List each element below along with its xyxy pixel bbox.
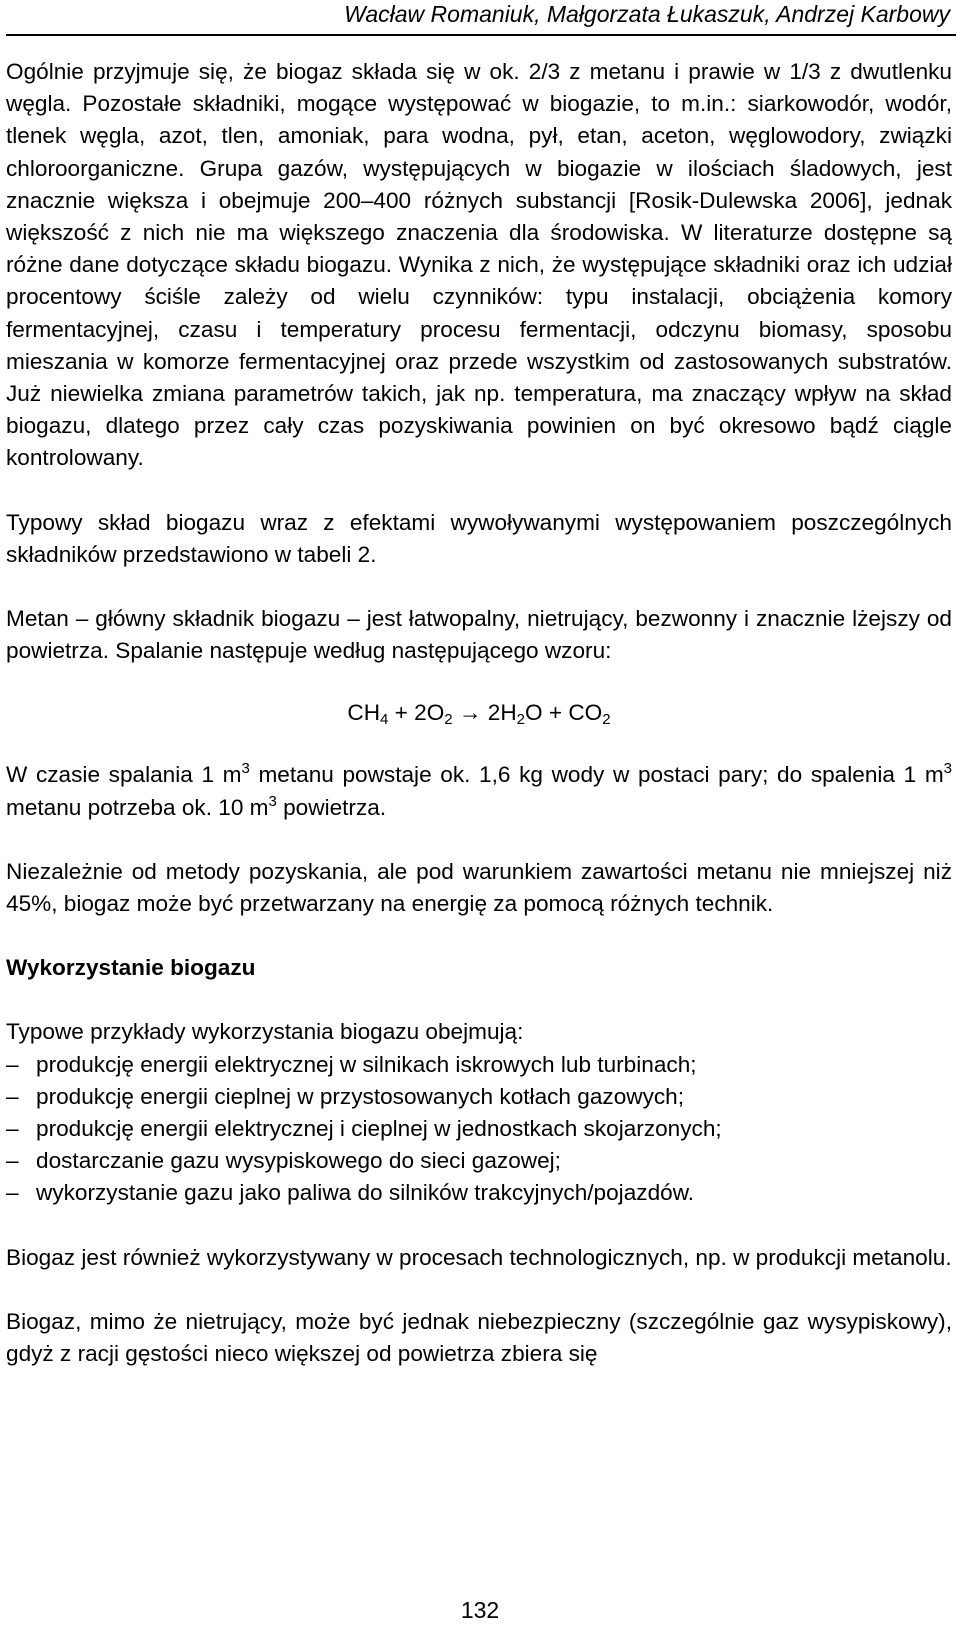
note-part-d: powietrza. — [276, 794, 387, 820]
note-part-a: W czasie spalania 1 m — [6, 762, 242, 788]
list-item-text: produkcję energii cieplnej w przystosowanych kotłach gazowych; — [36, 1083, 685, 1109]
paragraph-energy-conversion: Niezależnie od metody pozyskania, ale pod warunkiem zawartości metanu nie mniejszej niż 45%, biogaz może być przetwarzany na energię za pomocą różnych technik. — [6, 858, 952, 917]
section-intro: Typowe przykłady wykorzystania biogazu obejmują: — [6, 1019, 524, 1045]
header-rule — [6, 34, 956, 36]
formula-h: 2H — [487, 700, 517, 726]
note-part-c: metanu potrzeba ok. 10 m — [6, 794, 269, 820]
dash-bullet: – — [6, 1051, 19, 1077]
list-item-text: dostarczanie gazu wysypiskowego do sieci gazowej; — [36, 1148, 561, 1174]
list-item — [6, 1081, 952, 1113]
dash-bullet: – — [6, 1148, 19, 1174]
list-item — [6, 1177, 952, 1209]
running-header: Wacław Romaniuk, Małgorzata Łukaszuk, Andrzej Karbowy — [344, 1, 950, 27]
list-item — [6, 1145, 952, 1177]
paragraph-danger: Biogaz, mimo że nietrujący, może być jednak niebezpieczny (szczególnie gaz wysypiskowy), gdyż z racji gęstości nieco większej od powietrza zbiera się — [6, 1308, 952, 1367]
section-heading: Wykorzystanie biogazu — [6, 955, 256, 981]
list-item-text: produkcję energii elektrycznej w silnikach iskrowych lub turbinach; — [36, 1051, 697, 1077]
formula-arrow: → — [452, 700, 488, 726]
list-item — [6, 1049, 952, 1081]
formula-ch: CH — [347, 700, 381, 726]
dash-bullet: – — [6, 1083, 19, 1109]
formula-sub-4: 4 — [380, 711, 389, 729]
list-item-text: produkcję energii elektrycznej i cieplnej w jednostkach skojarzonych; — [36, 1116, 722, 1142]
note-sup-2: 3 — [943, 760, 952, 778]
list-item — [6, 1113, 952, 1145]
dash-bullet: – — [6, 1180, 19, 1206]
usage-list — [6, 1049, 952, 1210]
paragraph-table-reference: Typowy skład biogazu wraz z efektami wywoływanymi występowaniem poszczególnych składników przedstawiono w tabeli 2. — [6, 509, 952, 567]
note-part-b: metanu powstaje ok. 1,6 kg wody w postaci pary; do spalenia 1 m — [249, 762, 944, 788]
dash-bullet: – — [6, 1116, 19, 1142]
paragraph-combustion-note — [6, 759, 952, 823]
paragraph-methanol: Biogaz jest również wykorzystywany w procesach technologicznych, np. w produkcji metanolu. — [6, 1244, 952, 1270]
formula-plus-o: + 2O — [388, 700, 445, 726]
paragraph-biogas-composition: Ogólnie przyjmuje się, że biogaz składa się w ok. 2/3 z metanu i prawie w 1/3 z dwutlenku węgla. Pozostałe składniki, mogące występować w biogazie, to m.in.: siarkowodór, wodór, tlenek węgla, azot, tlen, amoniak, para wodna, pył, etan, aceton, węglowodory, związki chloroorganiczne. Grupa gazów, występujących w biogazie w ilościach śladowych, jest znacznie większa i obejmuje 200–400 różnych substancji [Rosik-Dulewska 2006], jednak większość z nich nie ma większego znaczenia dla środowiska. W literaturze dostępne są różne dane dotyczące składu biogazu. Wynika z nich, że występujące składniki oraz ich udział procentowy ściśle zależy od wielu czynników: typu instalacji, obciążenia komory fermentacyjnej, czasu i temperatury procesu fermentacji, odczynu biomasy, sposobu mieszania w komorze fermentacyjnej oraz przede wszystkim od zastosowanych substratów. Już niewielka zmiana parametrów takich, jak np. temperatura, ma znaczący wpływ na skład biogazu, dlatego przez cały czas pozyskiwania powinien on być okresowo bądź ciągle kontrolowany. — [6, 59, 952, 471]
formula-sub-2b: 2 — [516, 711, 526, 729]
formula-o-co: O + CO — [525, 700, 603, 726]
paragraph-methane: Metan – główny składnik biogazu – jest łatwopalny, nietrujący, bezwonny i znacznie lżejszy od powietrza. Spalanie następuje według następującego wzoru: — [6, 606, 952, 664]
body-text — [6, 56, 952, 1370]
note-sup-1: 3 — [241, 760, 250, 778]
combustion-formula — [6, 697, 952, 729]
formula-sub-2c: 2 — [602, 711, 611, 729]
page-number: 132 — [460, 1597, 500, 1623]
formula-sub-2a: 2 — [444, 711, 453, 729]
note-sup-3: 3 — [268, 792, 277, 810]
list-item-text: wykorzystanie gazu jako paliwa do silników trakcyjnych/pojazdów. — [36, 1180, 695, 1206]
